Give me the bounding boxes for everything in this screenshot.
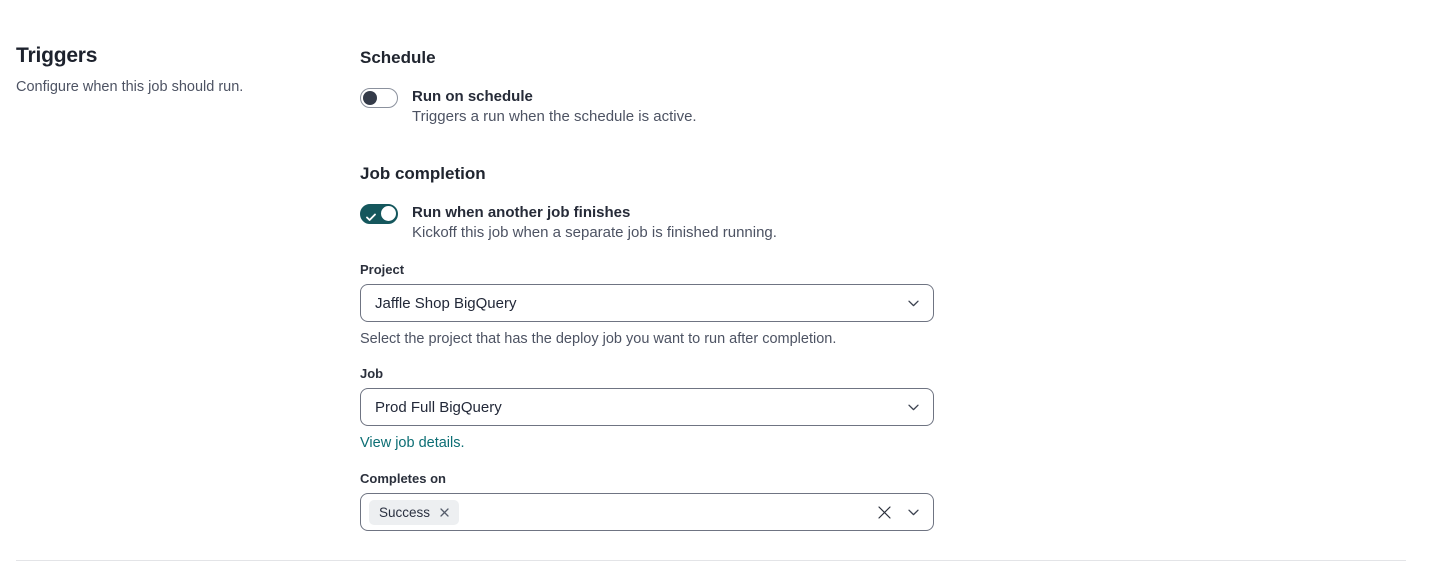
completes-on-multiselect[interactable] (360, 493, 934, 531)
view-job-details-link[interactable]: View job details. (360, 435, 465, 451)
run-on-schedule-row (360, 87, 934, 128)
job-completion-heading: Job completion (360, 163, 486, 183)
project-field-group (360, 262, 934, 347)
toggle-text-block (412, 87, 697, 128)
run-when-job-finishes-row (360, 203, 934, 244)
job-select[interactable] (360, 388, 934, 426)
page-title: Triggers (16, 44, 98, 67)
project-helper-text: Select the project that has the deploy job you want to run after completion. (360, 331, 837, 347)
check-icon (366, 209, 376, 227)
chip-remove-icon[interactable] (440, 508, 449, 517)
chevron-down-icon (908, 300, 919, 307)
schedule-heading: Schedule (360, 48, 436, 67)
triggers-form-panel (360, 0, 934, 531)
job-field-group (360, 366, 934, 452)
page-subtitle: Configure when this job should run. (16, 79, 244, 95)
toggle-knob (363, 91, 377, 105)
chevron-down-icon (908, 404, 919, 411)
run-on-schedule-toggle[interactable] (360, 88, 398, 108)
project-select[interactable] (360, 284, 934, 322)
job-completion-section (360, 164, 934, 532)
run-when-job-finishes-label: Run when another job finishes (412, 203, 631, 221)
run-when-job-finishes-description: Kickoff this job when a separate job is finished running. (412, 223, 777, 241)
run-on-schedule-label: Run on schedule (412, 88, 533, 105)
triggers-description-panel (16, 0, 360, 97)
schedule-section (360, 48, 934, 128)
job-label: Job (360, 366, 384, 381)
project-select-value: Jaffle Shop BigQuery (375, 294, 517, 312)
toggle-text-block (412, 203, 777, 244)
run-on-schedule-description: Triggers a run when the schedule is active. (412, 108, 697, 126)
project-label: Project (360, 262, 405, 277)
completes-on-field-group (360, 471, 934, 531)
selected-chip-success (369, 500, 459, 525)
completes-on-label: Completes on (360, 471, 446, 486)
job-select-value: Prod Full BigQuery (375, 398, 502, 416)
chip-label: Success (379, 504, 431, 520)
chevron-down-icon[interactable] (908, 509, 919, 516)
section-divider (16, 560, 1406, 561)
clear-all-icon[interactable] (877, 505, 892, 520)
run-when-job-finishes-toggle[interactable] (360, 204, 398, 224)
toggle-knob (381, 206, 396, 221)
